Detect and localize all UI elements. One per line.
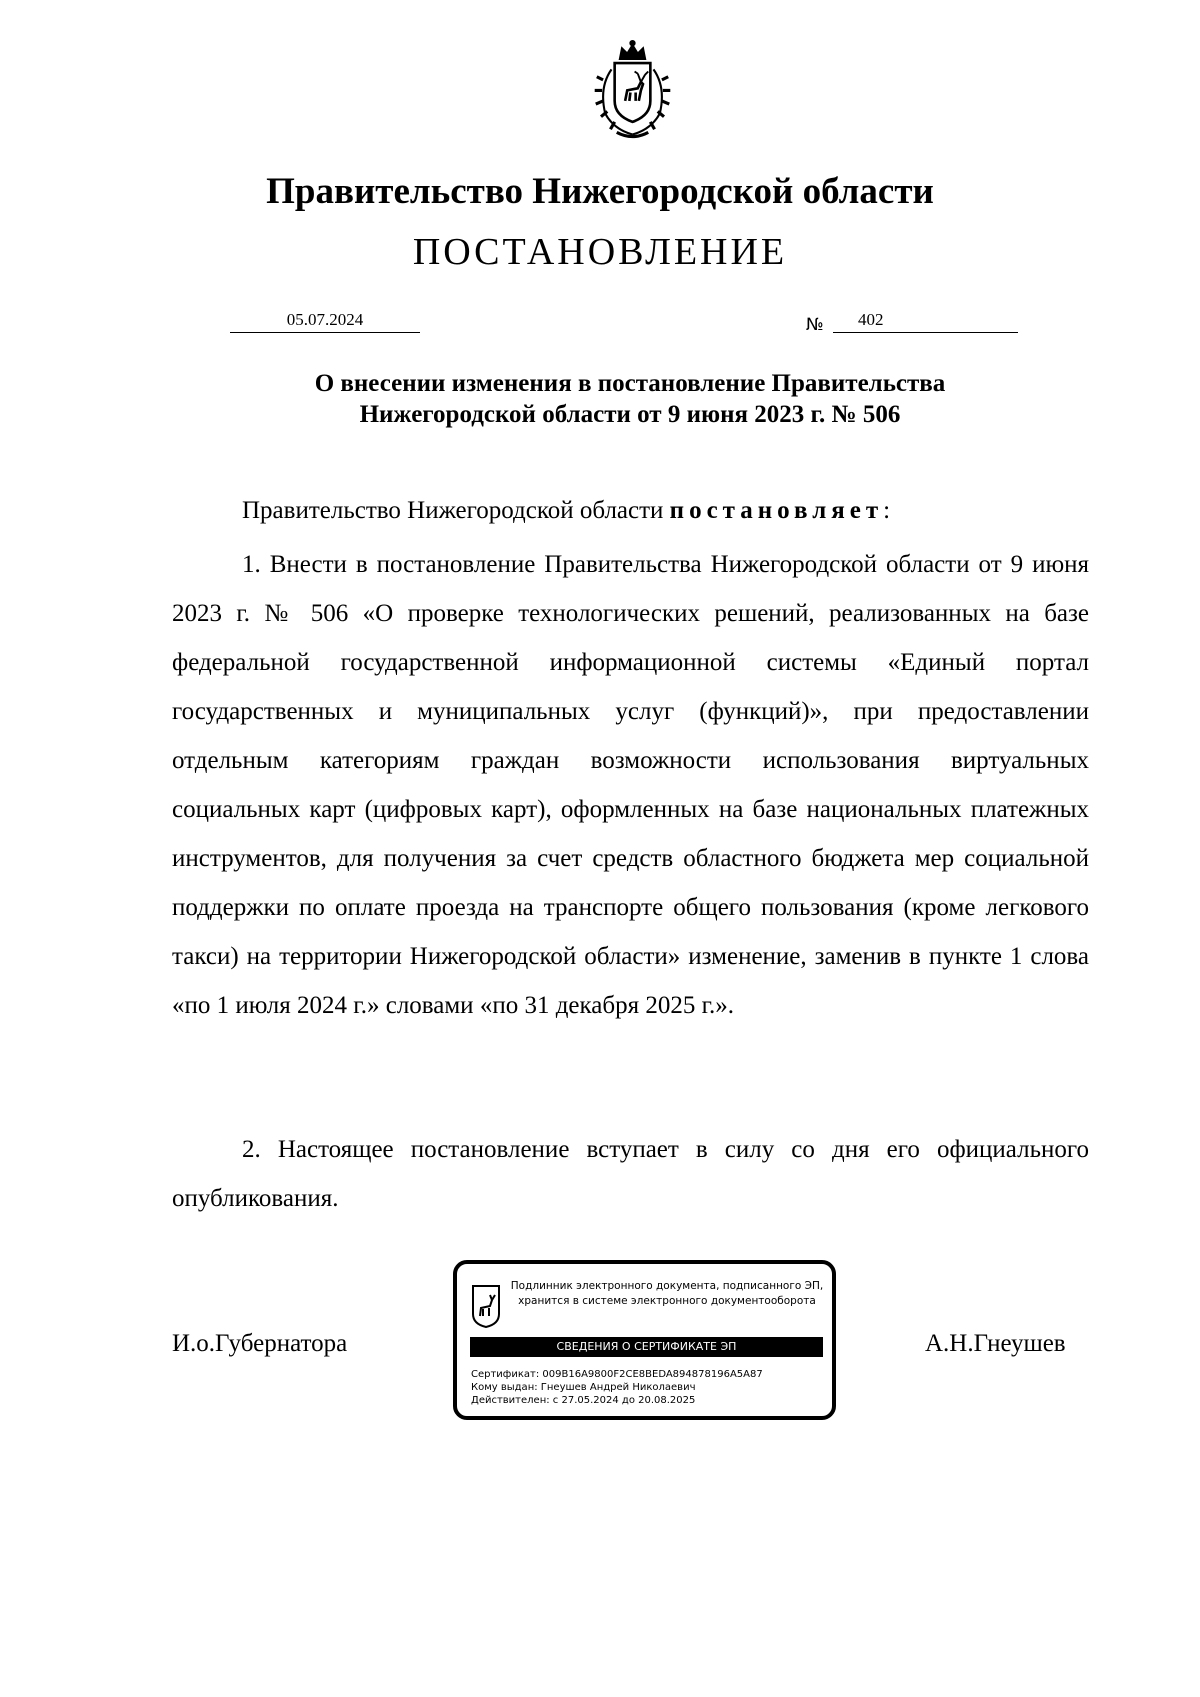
e-signature-stamp: [453, 1260, 836, 1420]
subject-line-1: О внесении изменения в постановление Правительства: [314, 370, 946, 397]
preamble-text: Правительство Нижегородской области: [242, 497, 670, 524]
stamp-details: [471, 1368, 763, 1407]
document-subject: [200, 368, 1060, 430]
coat-of-arms-emblem: [580, 40, 685, 145]
signatory-name: А.Н.Гнеушев: [925, 1330, 1066, 1357]
stamp-header: [507, 1279, 827, 1309]
document-number-field: [833, 310, 1018, 333]
stamp-header-line-1: Подлинник электронного документа, подписанного ЭП,: [510, 1280, 824, 1292]
organization-title: Правительство Нижегородской области: [266, 171, 934, 212]
paragraph-2: 2. Настоящее постановление вступает в силу со дня его официального опубликования.: [172, 1136, 1089, 1212]
stamp-certificate: Сертификат: 009B16A9800F2CE8BEDA894878196A5A87: [471, 1369, 763, 1380]
stamp-header-line-2: хранится в системе электронного документооборота: [518, 1295, 816, 1307]
document-date: 05.07.2024: [230, 310, 420, 333]
paragraph-1: 1. Внести в постановление Правительства Нижегородской области от 9 июня 2023 г. № 506 «О проверке технологических решений, реализованных на базе федеральной государственной информационной системы «Единый портал государственных и муниципальных услуг (функций)», при предоставлении отдельным категориям граждан возможности использования виртуальных социальных карт (цифровых карт), оформленных на базе национальных платежных инструментов, для получения за счет средств областного бюджета мер социальной поддержки по оплате проезда на транспорте общего пользования (кроме легкового такси) на территории Нижегородской области» изменение, заменив в пункте 1 слова «по 1 июля 2024 г.» словами «по 31 декабря 2025 г.».: [172, 551, 1089, 1019]
stamp-section-title: СВЕДЕНИЯ О СЕРТИФИКАТЕ ЭП: [470, 1337, 823, 1357]
document-type: ПОСТАНОВЛЕНИЕ: [412, 231, 788, 273]
region-emblem-icon: [471, 1284, 501, 1328]
preamble-emphasis: постановляет: [669, 497, 884, 524]
stamp-validity: Действителен: с 27.05.2024 до 20.08.2025: [471, 1395, 696, 1406]
preamble-colon: :: [883, 497, 891, 524]
signatory-title: И.о.Губернатора: [172, 1330, 348, 1357]
preamble: [242, 497, 890, 525]
number-label: №: [806, 315, 824, 335]
stamp-issued-to: Кому выдан: Гнеушев Андрей Николаевич: [471, 1382, 696, 1393]
subject-line-2: Нижегородской области от 9 июня 2023 г. № 506: [359, 401, 901, 428]
document-number: 402: [858, 310, 884, 329]
